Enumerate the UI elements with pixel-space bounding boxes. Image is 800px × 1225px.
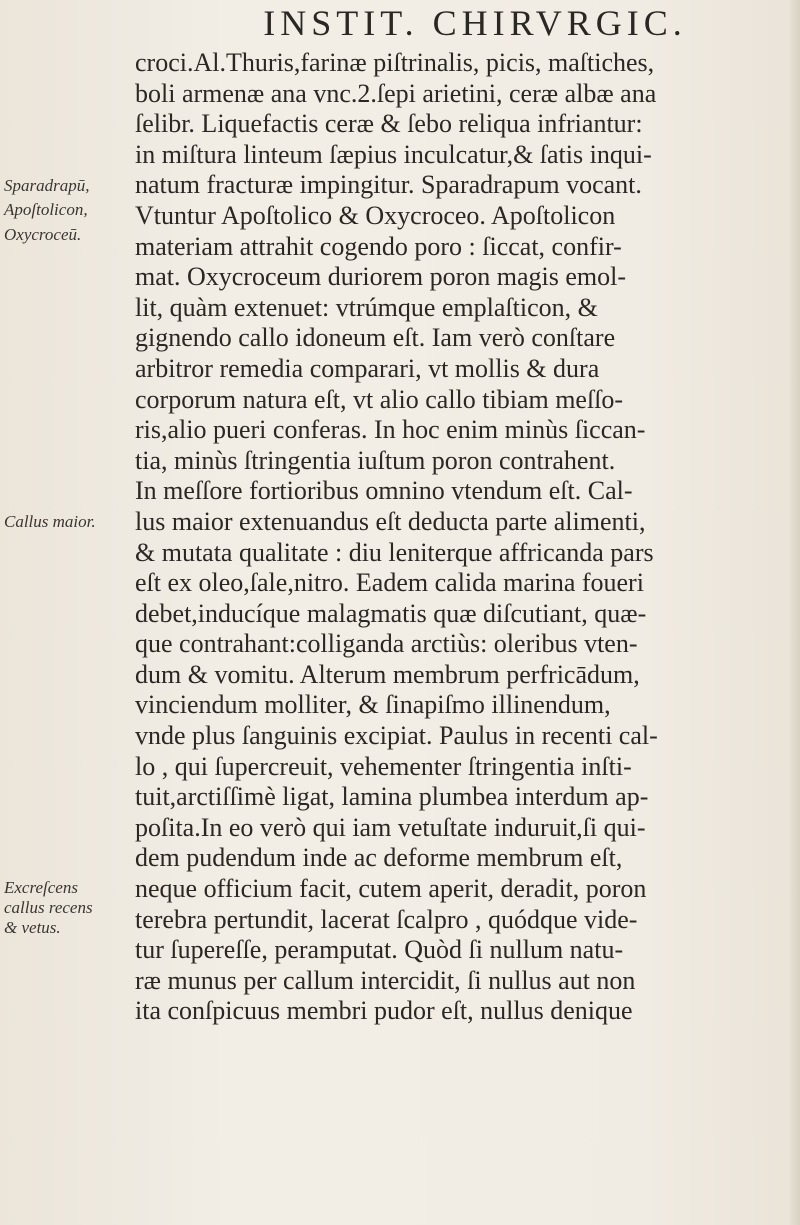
text-line: vinciendum molliter, & ſinapiſmo illinendum, [135,690,611,720]
text-line: ita conſpicuus membri pudor eſt, nullus denique [135,996,633,1026]
text-line: eſt ex oleo,ſale,nitro. Eadem calida marina foueri [135,568,644,598]
margin-notes [0,0,130,1225]
text-line: ræ munus per callum intercidit, ſi nullus aut non [135,965,636,995]
text-line: neque officium facit, cutem aperit, deradit, poron [135,874,647,904]
text-line: lo , qui ſupercreuit, vehementer ſtringentia inſti- [135,751,632,781]
text-line: poſita.In eo verò qui iam vetuſtate induruit,ſi qui- [135,812,646,842]
text-line: in miſtura linteum ſæpius inculcatur,& ſatis inqui- [135,139,652,169]
margin-note-excrescens: Excreſcens [4,878,78,897]
margin-note-sparadrapum: Sparadrapū, [4,176,90,195]
text-line: dem pudendum inde ac deforme membrum eſt, [135,843,623,873]
text-line: Vtuntur Apoſtolico & Oxycroceo. Apoſtolicon [135,200,616,230]
text-line: ſelibr. Liquefactis ceræ & ſebo reliqua infriantur: [135,109,643,139]
margin-note-callus-maior: Callus maior. [4,512,96,531]
text-line: vnde plus ſanguinis excipiat. Paulus in recenti cal- [135,721,658,751]
text-line: arbitror remedia comparari, vt mollis & dura [135,353,600,383]
text-line: terebra pertundit, lacerat ſcalpro , quódque vide- [135,904,638,934]
text-line: materiam attrahit cogendo poro : ſiccat, confir- [135,231,622,261]
text-line: tia, minùs ſtringentia iuſtum poron contrahent. [135,445,616,475]
text-line: corporum natura eſt, vt alio callo tibiam meſſo- [135,384,624,414]
text-line: boli armenæ ana vnc.2.ſepi arietini, ceræ albæ ana [135,78,657,108]
margin-note-oxycroceum: Oxycroceū. [4,225,82,244]
text-line: In meſſore fortioribus omnino vtendum eſt. Cal- [135,476,633,506]
margin-note-et-vetus: & vetus. [4,918,61,937]
text-line: debet,inducíque malagmatis quæ diſcutiant, quæ- [135,598,647,628]
text-line: gignendo callo idoneum eſt. Iam verò conſtare [135,323,616,353]
margin-note-callus-recens: callus recens [4,898,93,917]
text-line: ris,alio pueri conferas. In hoc enim minùs ſiccan- [135,415,646,445]
page-edge [790,0,800,1225]
text-line: natum fracturæ impingitur. Sparadrapum vocant. [135,170,642,200]
text-line: tuit,arctiſſimè ligat, lamina plumbea interdum ap- [135,782,649,812]
text-line: lit, quàm extenuet: vtrúmque emplaſticon, & [135,292,598,322]
text-line: & mutata qualitate : diu leniterque affricanda pars [135,537,654,567]
text-line: tur ſupereſſe, peramputat. Quòd ſi nullum natu- [135,935,624,965]
text-line: croci.Al.Thuris,farinæ piſtrinalis, picis, maſtiches, [135,48,655,77]
text-line: que contrahant:colliganda arctiùs: oleribus vten- [135,629,638,659]
margin-note-apostolicon: Apoſtolicon, [4,200,88,219]
body-text [135,48,795,1027]
text-line: dum & vomitu. Alterum membrum perfricādum, [135,659,640,689]
text-line: mat. Oxycroceum duriorem poron magis emol- [135,262,626,292]
running-header: INSTIT. CHIRVRGIC. [263,3,687,43]
text-line: lus maior extenuandus eſt deducta parte alimenti, [135,506,646,536]
